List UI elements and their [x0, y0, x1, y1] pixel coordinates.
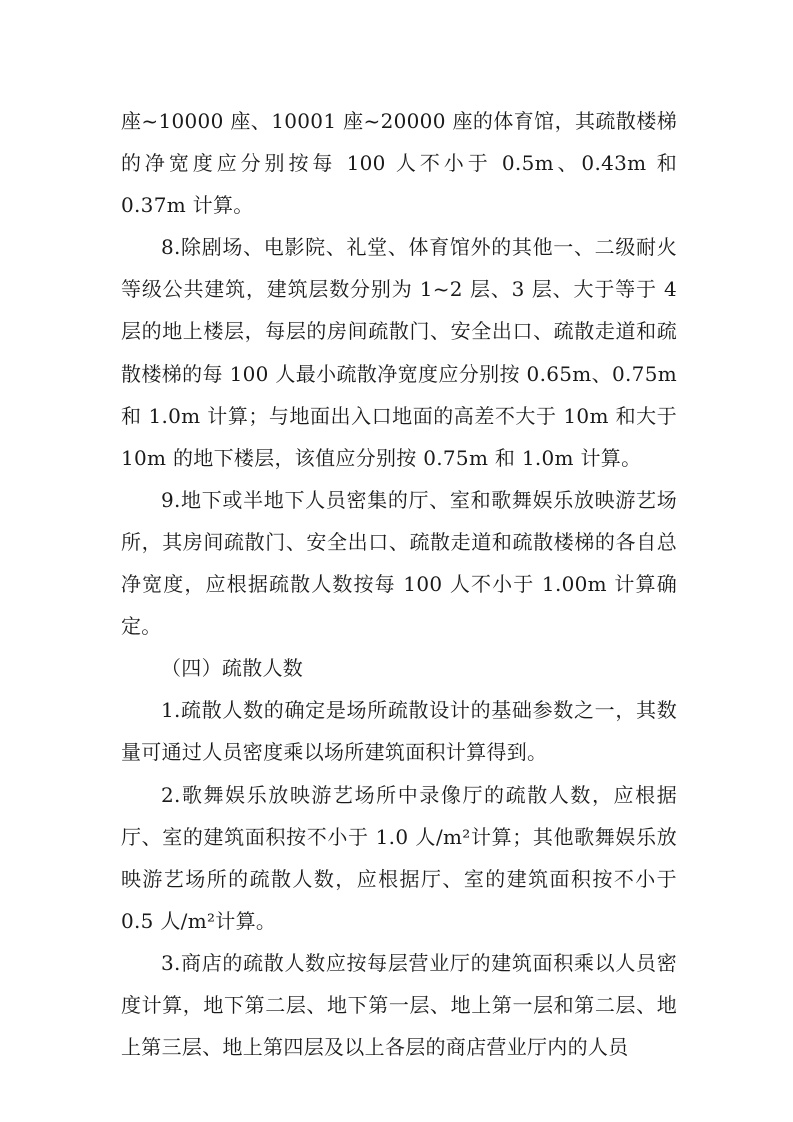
paragraph-continued: 座~10000 座、10001 座~20000 座的体育馆，其疏散楼梯的净宽度应分别按每 100 人不小于 0.5m、0.43m 和 0.37m 计算。: [121, 109, 677, 218]
paragraph-sub-3: 3.商店的疏散人数应按每层营业厅的建筑面积乘以人员密度计算，地下第二层、地下第一层、地上第一层和第二层、地上第三层、地上第四层及以上各层的商店营业厅内的人员: [121, 950, 677, 1060]
paragraph-sub-2: 2.歌舞娱乐放映游艺场所中录像厅的疏散人数，应根据厅、室的建筑面积按不小于 1.0 人/m²计算；其他歌舞娱乐放映游艺场所的疏散人数，应根据厅、室的建筑面积按不小于 0.5 人/m²计算。: [121, 782, 677, 933]
paragraph-item-8: 8.除剧场、电影院、礼堂、体育馆外的其他一、二级耐火等级公共建筑，建筑层数分别为 1~2 层、3 层、大于等于 4 层的地上楼层，每层的房间疏散门、安全出口、疏散走道和疏散楼梯的每 100 人最小疏散净宽度应分别按 0.65m、0.75m 和 1.0m 计算；与地面出入口地面的高差不大于 10m 和大于 10m 的地下楼层，该值应分别按 0.75m 和 1.0m 计算。: [121, 235, 677, 470]
section-heading-evacuation-count: （四）疏散人数: [161, 656, 304, 681]
paragraph-sub-1: 1.疏散人数的确定是场所疏散设计的基础参数之一，其数量可通过人员密度乘以场所建筑面积计算得到。: [121, 698, 677, 765]
document-body: [121, 100, 677, 1068]
paragraph-item-9: 9.地下或半地下人员密集的厅、室和歌舞娱乐放映游艺场所，其房间疏散门、安全出口、疏散走道和疏散楼梯的各自总净宽度，应根据疏散人数按每 100 人不小于 1.00m 计算确定。: [121, 487, 677, 639]
